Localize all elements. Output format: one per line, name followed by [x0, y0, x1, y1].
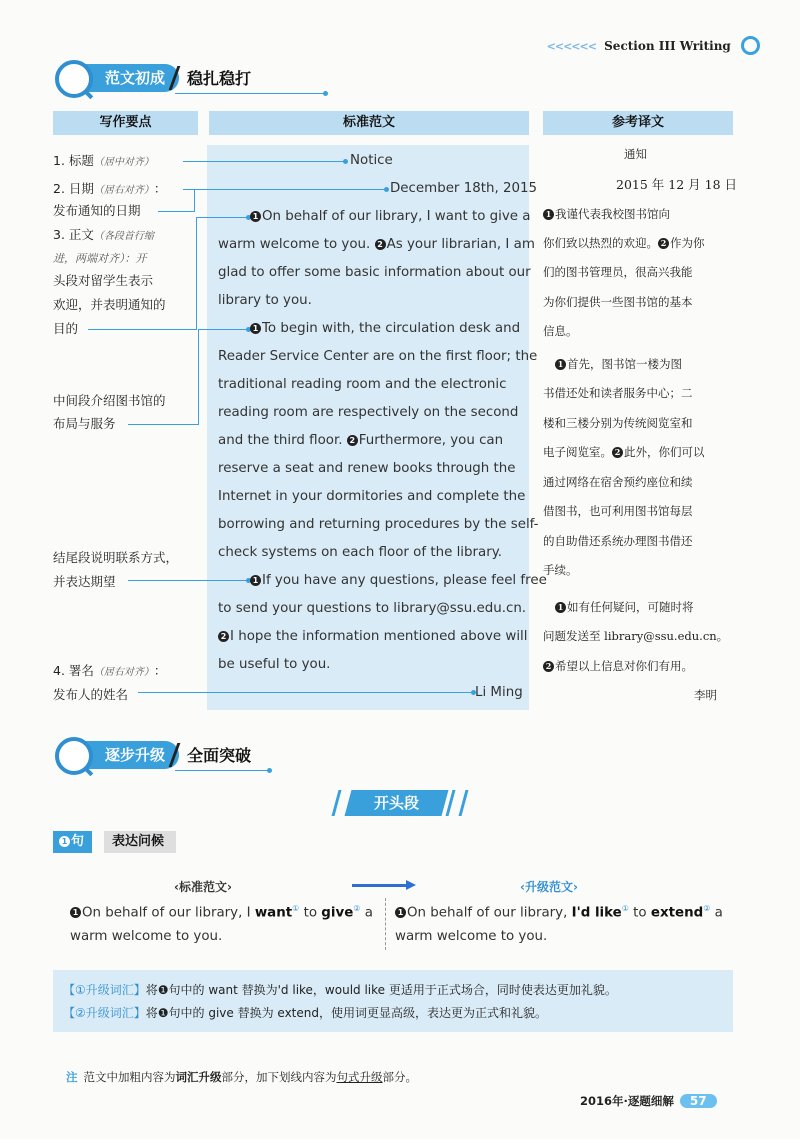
essay-line: library to you. — [218, 293, 312, 308]
point-3-label: 3. 正文 — [53, 227, 94, 242]
connector-vertical — [198, 329, 199, 425]
translation-line: 借图书，也可利用图书馆每层 — [543, 504, 693, 518]
translation-date: 2015 年 12 月 18 日 — [616, 177, 737, 192]
essay-title: Notice — [350, 153, 393, 168]
end-para-b: 并表达期望 — [53, 574, 116, 589]
connector-dot — [343, 159, 348, 164]
vocab-row-2: 【②升级词汇】将❶句中的 give 替换为 extend，使用词更显高级，表达更为正式和礼貌。 — [63, 1006, 547, 1020]
connector-ending — [128, 580, 248, 581]
point-1-label: 1. 标题 — [53, 153, 94, 168]
connector-signature — [138, 692, 473, 693]
essay-line: be useful to you. — [218, 657, 331, 672]
mid-para-a: 中间段介绍图书馆的 — [53, 393, 166, 408]
point-3-note-e: 目的 — [53, 321, 79, 336]
essay-line: warm welcome to you. 2 As your librarian, I am — [218, 237, 535, 252]
essay-line: glad to offer some basic information about our — [218, 265, 531, 280]
connector-date — [183, 189, 386, 190]
translation-line: 楼和三楼分别为传统阅览室和 — [543, 416, 693, 430]
mid-para-b: 布局与服务 — [53, 416, 116, 431]
connector-middle-top — [198, 329, 248, 330]
banner-fanwen — [55, 64, 285, 92]
upgrade-sentence-2: warm welcome to you. — [395, 929, 548, 944]
translation-signature: 李明 — [694, 688, 717, 702]
banner-dot — [323, 91, 328, 96]
translation-line: 信息。 — [543, 324, 578, 338]
running-header — [547, 36, 760, 55]
banner-title: 范文初成 — [71, 64, 179, 92]
arrow-shaft — [352, 884, 408, 887]
point-body — [53, 224, 154, 247]
translation-line: 1 我谨代表我校图书馆向 — [543, 200, 670, 230]
translation-title: 通知 — [624, 147, 647, 161]
translation-line: 们的图书管理员，很高兴我能 — [543, 265, 693, 279]
connector-date-desc — [158, 211, 194, 212]
connector-title — [183, 161, 345, 162]
translation-line: 你们致以热烈的欢迎。 2 作为你 — [543, 236, 705, 250]
connector-opening — [88, 329, 196, 330]
vocab-row-1: 【①升级词汇】将❶句中的 want 替换为'd like，would like 更适用于正式场合，同时使表达更加礼貌。 — [63, 983, 617, 997]
banner-title: 逐步升级 — [71, 741, 179, 769]
point-4-desc: 发布人的姓名 — [53, 687, 129, 702]
magnifier-icon — [55, 737, 93, 775]
essay-line: and the third floor. 2 Furthermore, you can — [218, 433, 504, 448]
point-3-note-b: 进，两端对齐）：开 — [53, 252, 147, 265]
std-head: ‹标准范文› — [174, 880, 232, 894]
col-header-standard: 标准范文 — [209, 111, 529, 135]
banner-dot — [267, 768, 272, 773]
vocab-box — [53, 970, 733, 1032]
essay-line: 1 To begin with, the circulation desk and — [250, 315, 520, 343]
translation-line: 问题发送至 library@ssu.edu.cn。 — [543, 629, 729, 643]
point-3-note-d: 欢迎，并表明通知的 — [53, 297, 166, 312]
footer-label: 2016年·逐题细解 — [580, 1094, 674, 1108]
point-3-note-a: （各段首行缩 — [93, 231, 154, 242]
point-date: 2. 日期（居右对齐）： — [53, 181, 167, 196]
translation-line: 的自助借还系统办理图书借还 — [543, 534, 693, 548]
essay-line: traditional reading room and the electronic — [218, 377, 507, 392]
banner-underline — [175, 770, 270, 771]
translation-line: 电子阅览室。 2 此外，你们可以 — [543, 445, 705, 459]
section-stripes-right — [446, 790, 469, 816]
connector-vertical — [194, 189, 195, 212]
end-para-a: 结尾段说明联系方式， — [53, 550, 179, 565]
sentence-tag: 1 句 — [53, 831, 92, 853]
col-header-translation: 参考译文 — [543, 111, 733, 135]
essay-date: December 18th, 2015 — [390, 181, 538, 196]
point-2-desc: 发布通知的日期 — [53, 203, 141, 218]
arrows-decoration: <<<<<< — [546, 40, 596, 53]
upgrade-sentence: 1 On behalf of our library, I'd like① to extend② a — [395, 895, 723, 927]
search-q-icon — [741, 36, 760, 55]
upgrade-head: ‹升级范文› — [520, 880, 578, 894]
point-2-label: 2. 日期 — [53, 181, 94, 196]
essay-line: Internet in your dormitories and complete the — [218, 489, 526, 504]
section-label: 开头段 — [374, 794, 420, 812]
compare-divider — [385, 898, 386, 950]
point-3-note-c: 头段对留学生表示 — [53, 273, 154, 288]
point-4-label: 4. 署名 — [53, 663, 94, 678]
connector-middle — [128, 424, 198, 425]
essay-line: 1 On behalf of our library, I want to give a — [250, 203, 531, 231]
connector-vertical — [196, 217, 197, 330]
point-4-note: （居右对齐） — [93, 667, 154, 678]
essay-line: 1 If you have any questions, please feel free — [250, 567, 547, 595]
translation-line: 为你们提供一些图书馆的基本 — [543, 295, 693, 309]
std-sentence-2: warm welcome to you. — [70, 929, 223, 944]
essay-line: to send your questions to library@ssu.edu.cn. — [218, 601, 527, 616]
connector-dot — [384, 187, 389, 192]
translation-line: 手续。 — [543, 563, 578, 577]
translation-line: 书借还处和读者服务中心；二 — [543, 386, 693, 400]
magnifier-icon — [55, 60, 93, 98]
banner-subtitle: 稳扎稳打 — [173, 66, 251, 89]
section-title: Section III Writing — [604, 39, 731, 53]
std-sentence: 1 On behalf of our library, I want① to give② a — [70, 895, 373, 927]
essay-line: check systems on each floor of the library. — [218, 545, 502, 560]
section-banner — [346, 790, 449, 816]
essay-line: Reader Service Center are on the first floor; the — [218, 349, 538, 364]
essay-line: reading room are respectively on the second — [218, 405, 519, 420]
essay-line: 2 I hope the information mentioned above will — [218, 623, 528, 651]
page-footer — [580, 1093, 717, 1109]
footnote: 注 范文中加粗内容为词汇升级部分，加下划线内容为句式升级部分。 — [66, 1070, 417, 1084]
sentence-title: 表达问候 — [104, 831, 176, 853]
essay-line: borrowing and returning procedures by the self- — [218, 517, 539, 532]
translation-line: 通过网络在宿舍预约座位和续 — [543, 475, 693, 489]
page-number: 57 — [680, 1094, 717, 1108]
col-header-points: 写作要点 — [53, 111, 198, 135]
translation-line: 2 希望以上信息对你们有用。 — [543, 652, 693, 682]
essay-signature: Li Ming — [475, 685, 523, 700]
banner-zhubu — [55, 741, 285, 769]
essay-line: reserve a seat and renew books through the — [218, 461, 516, 476]
point-title — [53, 150, 154, 173]
connector-opening-top — [196, 217, 248, 218]
translation-line: 1 如有任何疑问，可随时将 — [555, 593, 694, 623]
banner-subtitle: 全面突破 — [173, 743, 251, 766]
translation-line: 1 首先，图书馆一楼为图 — [555, 350, 682, 380]
point-2-note: （居右对齐） — [93, 185, 154, 196]
point-signature: 4. 署名（居右对齐）： — [53, 663, 167, 678]
arrow-right-icon — [406, 880, 416, 890]
point-1-note: （居中对齐） — [93, 157, 154, 168]
banner-underline — [175, 93, 325, 94]
